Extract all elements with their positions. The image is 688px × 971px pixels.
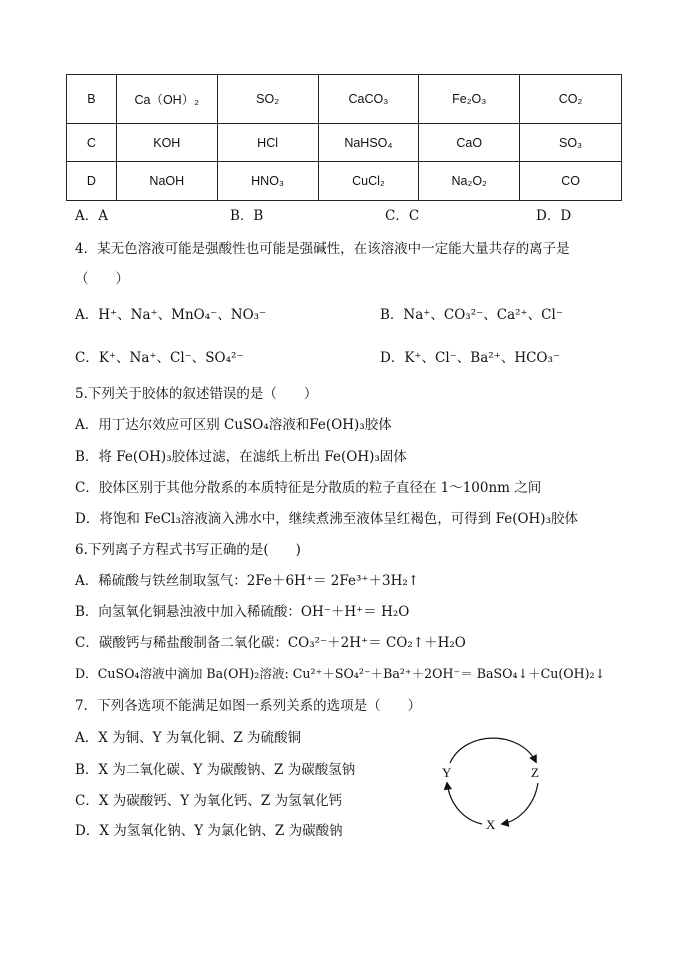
table-cell: NaOH	[116, 162, 217, 201]
table-cell: CO	[520, 162, 622, 201]
cycle-diagram	[430, 725, 560, 835]
q4-option-a: A．H⁺、Na⁺、MnO₄⁻、NO₃⁻	[75, 307, 267, 323]
q7-option-a: A．X 为铜、Y 为氧化铜、Z 为硫酸铜	[75, 730, 302, 746]
q4-stem: 4．某无色溶液可能是强酸性也可能是强碱性，在该溶液中一定能大量共存的离子是	[75, 241, 570, 257]
q7-option-d: D．X 为氢氧化钠、Y 为氯化钠、Z 为碳酸钠	[75, 823, 343, 839]
arrow-z-to-x	[502, 783, 538, 824]
table-row	[67, 75, 622, 124]
q7-option-b: B．X 为二氧化碳、Y 为碳酸钠、Z 为碳酸氢钠	[75, 762, 356, 778]
q4-option-c: C．K⁺、Na⁺、Cl⁻、SO₄²⁻	[75, 350, 244, 366]
table-cell: SO₂	[217, 75, 318, 124]
q6-option-b: B．向氢氧化铜悬浊液中加入稀硫酸：OH⁻＋H⁺＝ H₂O	[75, 604, 410, 620]
table-cell: B	[67, 75, 117, 124]
q3-option-b: B．B	[230, 208, 264, 224]
table-cell: Ca（OH）₂	[116, 75, 217, 124]
q5-option-b: B．将 Fe(OH)₃胶体过滤，在滤纸上析出 Fe(OH)₃固体	[75, 449, 407, 465]
q6-stem: 6.下列离子方程式书写正确的是( )	[75, 542, 301, 558]
q6-option-a: A．稀硫酸与铁丝制取氢气：2Fe＋6H⁺＝ 2Fe³⁺＋3H₂↑	[75, 573, 420, 589]
table-cell: C	[67, 123, 117, 162]
table-cell: CuCl₂	[318, 162, 419, 201]
node-x-label: X	[486, 817, 496, 832]
table-row	[67, 162, 622, 201]
arrow-x-to-y	[447, 783, 482, 824]
table-cell: CO₂	[520, 75, 622, 124]
q3-option-a: A．A	[75, 208, 108, 224]
options-table	[66, 74, 622, 201]
q5-stem: 5.下列关于胶体的叙述错误的是（ ）	[75, 386, 318, 402]
table-cell: CaCO₃	[318, 75, 419, 124]
table-cell: KOH	[116, 123, 217, 162]
q5-option-c: C．胶体区别于其他分散系的本质特征是分散质的粒子直径在 1～100nm 之间	[75, 480, 542, 496]
table-cell: HCl	[217, 123, 318, 162]
table-row	[67, 123, 622, 162]
q7-option-c: C．X 为碳酸钙、Y 为氧化钙、Z 为氢氧化钙	[75, 793, 343, 809]
q6-option-c: C．碳酸钙与稀盐酸制备二氧化碳：CO₃²⁻＋2H⁺＝ CO₂↑＋H₂O	[75, 635, 466, 651]
table-cell: Na₂O₂	[419, 162, 520, 201]
q7-stem: 7．下列各选项不能满足如图一系列关系的选项是（ ）	[75, 698, 422, 714]
arrow-y-to-z	[450, 738, 536, 763]
table-cell: SO₃	[520, 123, 622, 162]
node-z-label: Z	[531, 765, 539, 780]
table-cell: HNO₃	[217, 162, 318, 201]
q4-stem-bracket: （ ）	[75, 271, 129, 287]
table-cell: NaHSO₄	[318, 123, 419, 162]
q5-option-d: D．将饱和 FeCl₃溶液滴入沸水中，继续煮沸至液体呈红褐色，可得到 Fe(OH)₃胶体	[75, 511, 578, 527]
q6-option-d: D．CuSO₄溶液中滴加 Ba(OH)₂溶液: Cu²⁺＋SO₄²⁻＋Ba²⁺＋2OH⁻＝ BaSO₄↓＋Cu(OH)₂↓	[75, 666, 606, 681]
q3-option-c: C．C	[385, 208, 420, 224]
q5-option-a: A．用丁达尔效应可区别 CuSO₄溶液和Fe(OH)₃胶体	[75, 417, 392, 433]
q3-option-d: D．D	[536, 208, 572, 224]
node-y-label: Y	[442, 765, 452, 780]
table-cell: CaO	[419, 123, 520, 162]
q4-option-b: B．Na⁺、CO₃²⁻、Ca²⁺、Cl⁻	[380, 307, 563, 323]
table-cell: D	[67, 162, 117, 201]
q4-option-d: D．K⁺、Cl⁻、Ba²⁺、HCO₃⁻	[380, 350, 561, 366]
table-cell: Fe₂O₃	[419, 75, 520, 124]
